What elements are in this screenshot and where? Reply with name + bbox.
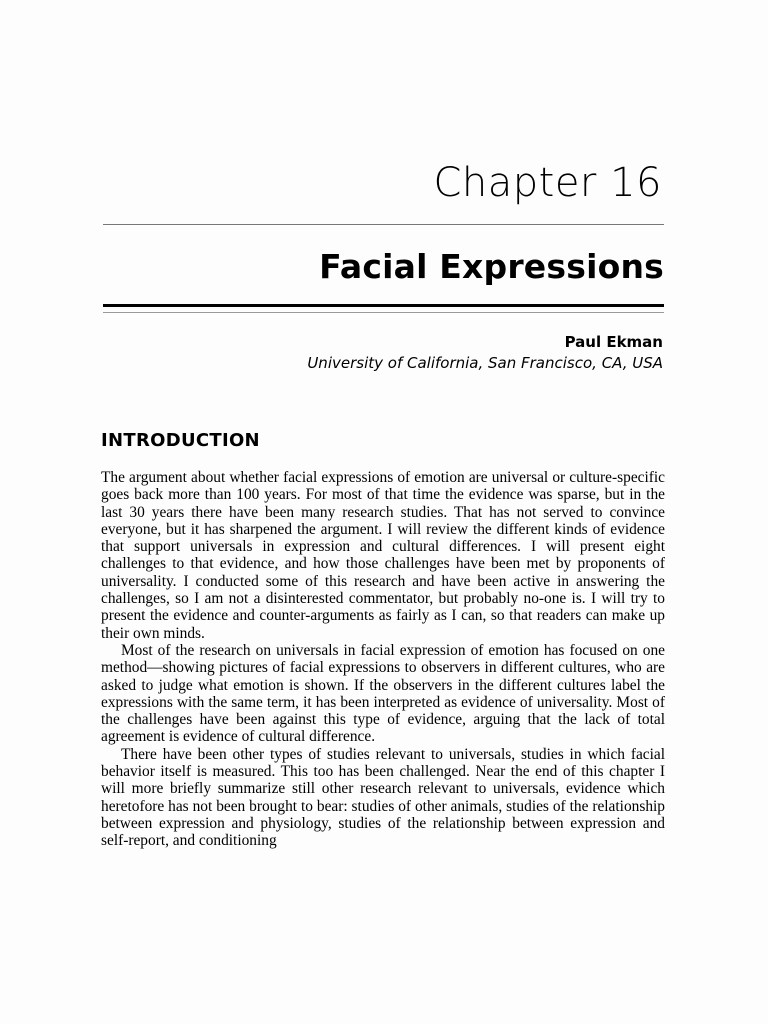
author-affiliation: University of California, San Francisco, CA, USA <box>307 354 663 372</box>
paragraph: Most of the research on universals in facial expression of emotion has focused on one method—showing pictures of facial expressions to observers in different cultures, who are asked to judge what emotion is shown. If the observers in the different cultures label the expressions with the same term, it has been interpreted as evidence of universality. Most of the challenges have been against this type of evidence, arguing that the lack of total agreement is evidence of cultural difference. <box>101 641 665 746</box>
chapter-title: Facial Expressions <box>319 247 664 286</box>
chapter-label: Chapter 16 <box>433 160 662 206</box>
divider-rule-lower <box>103 312 664 313</box>
divider-rule-thick <box>103 304 664 307</box>
author-name: Paul Ekman <box>564 333 663 351</box>
paragraph: There have been other types of studies relevant to universals, studies in which facial behavior itself is measured. This too has been challenged. Near the end of this chapter I will more briefly summarize still other research relevant to universals, evidence which heretofore has not been brought to bear: studies of other animals, studies of the relationship between expression and physiology, studies of the relationship between expression and self-report, and conditioning <box>101 745 665 850</box>
body-text <box>101 469 665 850</box>
paragraph: The argument about whether facial expressions of emotion are universal or culture-specific goes back more than 100 years. For most of that time the evidence was sparse, but in the last 30 years there have been many research studies. That has not served to convince everyone, but it has sharpened the argument. I will review the different kinds of evidence that support universals in expression and cultural differences. I will present eight challenges to that evidence, and how those challenges have been met by proponents of universality. I conducted some of this research and have been active in answering the challenges, so I am not a disinterested commentator, but probably no-one is. I will try to present the evidence and counter-arguments as fairly as I can, so that readers can make up their own minds. <box>101 469 665 642</box>
divider-rule-upper <box>103 224 664 225</box>
section-heading: INTRODUCTION <box>101 430 260 451</box>
